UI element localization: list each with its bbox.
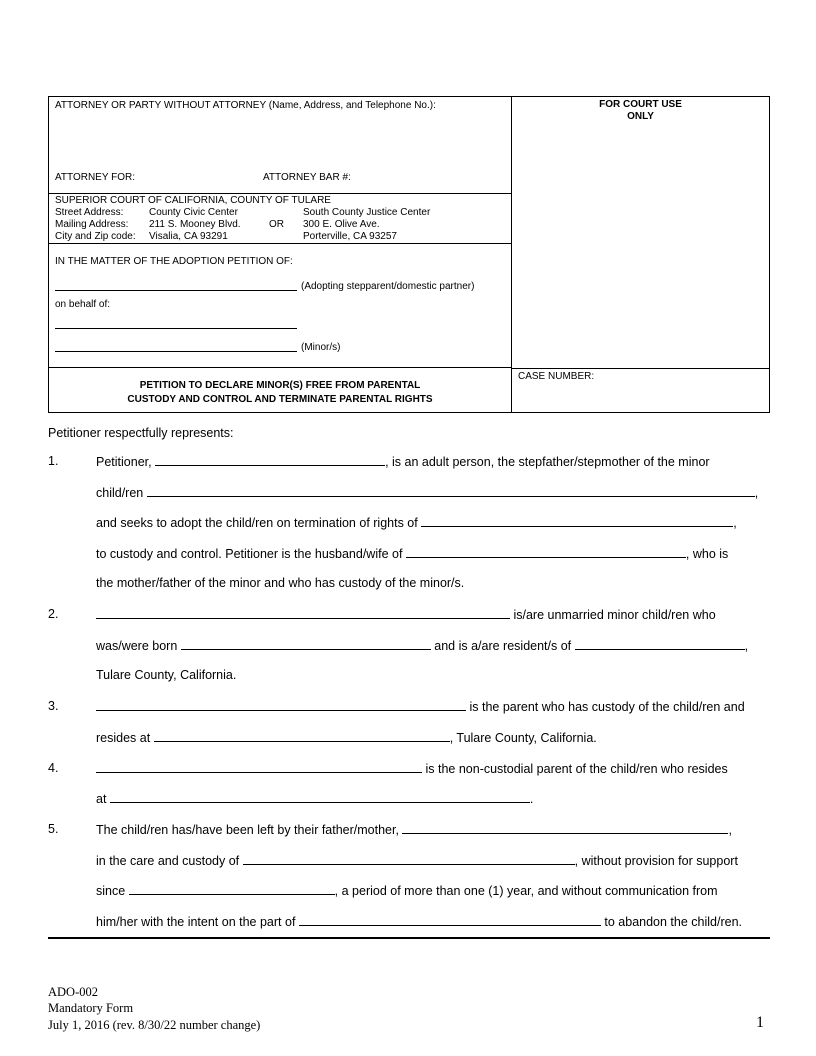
para-1-line-2 bbox=[96, 485, 758, 500]
mailing-label: Mailing Address: bbox=[55, 219, 129, 230]
residence-blank[interactable] bbox=[575, 638, 745, 650]
attorney-section bbox=[49, 97, 511, 194]
p5-g: to abandon the child/ren. bbox=[604, 915, 742, 929]
p5-f: him/her with the intent on the part of bbox=[96, 915, 296, 929]
petition-title bbox=[49, 368, 511, 412]
adopting-label: (Adopting stepparent/domestic partner) bbox=[301, 281, 475, 292]
court-use-line-2: ONLY bbox=[627, 111, 654, 122]
bottom-rule bbox=[48, 937, 770, 939]
case-number-label: CASE NUMBER: bbox=[518, 371, 595, 382]
title-line-2: CUSTODY AND CONTROL AND TERMINATE PARENTAL RIGHTS bbox=[127, 394, 433, 405]
matter-section bbox=[49, 244, 511, 368]
city-label: City and Zip code: bbox=[55, 231, 136, 242]
para-2-line-3: Tulare County, California. bbox=[96, 668, 237, 682]
court-use-line-1: FOR COURT USE bbox=[599, 99, 682, 110]
minor-children-blank[interactable] bbox=[96, 607, 510, 619]
footer-date: July 1, 2016 (rev. 8/30/22 number change) bbox=[48, 1018, 261, 1032]
street-label: Street Address: bbox=[55, 207, 124, 218]
para-2-line-1 bbox=[96, 607, 716, 622]
case-number-box[interactable] bbox=[512, 368, 769, 412]
para-1-line-5: the mother/father of the minor and who has custody of the minor/s. bbox=[96, 576, 465, 590]
para-3-line-1 bbox=[96, 699, 745, 714]
loc1-city: Visalia, CA 93291 bbox=[149, 231, 228, 242]
para-number-1: 1. bbox=[48, 454, 59, 468]
minors-label: (Minor/s) bbox=[301, 342, 341, 353]
para-3-line-2 bbox=[96, 730, 597, 745]
p1-b: , is an adult person, the stepfather/stepmother of the minor bbox=[385, 455, 710, 469]
since-date-blank[interactable] bbox=[129, 883, 335, 895]
minor-blank-2[interactable] bbox=[55, 351, 297, 352]
para-5-line-2 bbox=[96, 853, 738, 868]
p1-e: to custody and control. Petitioner is the husband/wife of bbox=[96, 547, 403, 561]
abandoning-party-blank[interactable] bbox=[299, 914, 601, 926]
para-5-line-1 bbox=[96, 822, 732, 837]
p1-d: and seeks to adopt the child/ren on termination of rights of bbox=[96, 516, 418, 530]
p1-comma-2: , bbox=[733, 516, 737, 530]
para-number-4: 4. bbox=[48, 761, 59, 775]
p1-c: child/ren bbox=[96, 486, 144, 500]
on-behalf-label: on behalf of: bbox=[55, 299, 111, 310]
terminated-parent-blank[interactable] bbox=[421, 515, 733, 527]
noncustodial-address-blank[interactable] bbox=[110, 791, 530, 803]
matter-label: IN THE MATTER OF THE ADOPTION PETITION OF: bbox=[55, 256, 293, 267]
caption-left-column bbox=[49, 97, 512, 412]
custodial-parent-blank[interactable] bbox=[96, 699, 466, 711]
footer-mandatory: Mandatory Form bbox=[48, 1001, 134, 1015]
loc2-mailing: 300 E. Olive Ave. bbox=[303, 219, 380, 230]
caption-box bbox=[48, 96, 770, 413]
attorney-label: ATTORNEY OR PARTY WITHOUT ATTORNEY (Name, Address, and Telephone No.): bbox=[55, 100, 436, 111]
p2-b: was/were born bbox=[96, 639, 178, 653]
loc1-street: County Civic Center bbox=[149, 207, 238, 218]
p5-a: The child/ren has/have been left by their father/mother, bbox=[96, 823, 399, 837]
caretaker-blank[interactable] bbox=[243, 853, 575, 865]
court-use-box bbox=[512, 97, 769, 369]
p1-f: , who is bbox=[685, 547, 729, 561]
or-label: OR bbox=[269, 219, 284, 230]
title-line-1: PETITION TO DECLARE MINOR(S) FREE FROM PARENTAL bbox=[139, 380, 421, 391]
para-5-line-4 bbox=[96, 914, 742, 929]
loc1-mailing: 211 S. Mooney Blvd. bbox=[149, 219, 241, 230]
p2-a: is/are unmarried minor child/ren who bbox=[513, 608, 716, 622]
loc2-street: South County Justice Center bbox=[303, 207, 431, 218]
p5-b: in the care and custody of bbox=[96, 854, 240, 868]
spouse-name-blank[interactable] bbox=[406, 546, 686, 558]
intro-text: Petitioner respectfully represents: bbox=[48, 426, 234, 440]
p3-c: , Tulare County, California. bbox=[449, 731, 597, 745]
child-name-blank[interactable] bbox=[147, 485, 755, 497]
leaving-parent-blank[interactable] bbox=[402, 822, 728, 834]
para-4-line-2 bbox=[96, 791, 533, 806]
attorney-for-label: ATTORNEY FOR: bbox=[55, 172, 136, 183]
loc2-city: Porterville, CA 93257 bbox=[303, 231, 397, 242]
footer-form-id: ADO-002 bbox=[48, 985, 98, 999]
para-number-3: 3. bbox=[48, 699, 59, 713]
custodial-address-blank[interactable] bbox=[154, 730, 450, 742]
p4-a: is the non-custodial parent of the child/ren who resides bbox=[425, 762, 728, 776]
para-1-line-4 bbox=[96, 546, 728, 561]
p5-c: , without provision for support bbox=[574, 854, 738, 868]
para-5-line-3 bbox=[96, 883, 718, 898]
noncustodial-parent-blank[interactable] bbox=[96, 761, 422, 773]
adopting-blank[interactable] bbox=[55, 290, 297, 291]
p2-comma: , bbox=[744, 639, 749, 653]
para-number-5: 5. bbox=[48, 822, 59, 836]
minor-blank-1[interactable] bbox=[55, 328, 297, 329]
page-number: 1 bbox=[756, 1014, 764, 1031]
p3-a: is the parent who has custody of the child/ren and bbox=[469, 700, 745, 714]
p4-period: . bbox=[529, 792, 534, 806]
court-name: SUPERIOR COURT OF CALIFORNIA, COUNTY OF TULARE bbox=[55, 195, 331, 206]
p5-comma: , bbox=[728, 823, 732, 837]
p2-c: and is a/are resident/s of bbox=[434, 639, 572, 653]
para-4-line-1 bbox=[96, 761, 728, 776]
para-1-line-3 bbox=[96, 515, 737, 530]
p5-e: , a period of more than one (1) year, and without communication from bbox=[334, 884, 718, 898]
p5-d: since bbox=[96, 884, 126, 898]
birth-place-blank[interactable] bbox=[181, 638, 431, 650]
para-number-2: 2. bbox=[48, 607, 59, 621]
p4-b: at bbox=[96, 792, 107, 806]
p1-comma: , bbox=[754, 486, 759, 500]
para-1-line-1 bbox=[96, 454, 710, 469]
petitioner-name-blank[interactable] bbox=[155, 454, 385, 466]
p1-a: Petitioner, bbox=[96, 455, 152, 469]
court-section bbox=[49, 194, 511, 244]
attorney-bar-label: ATTORNEY BAR #: bbox=[263, 172, 351, 183]
para-2-line-2 bbox=[96, 638, 748, 653]
p3-b: resides at bbox=[96, 731, 151, 745]
